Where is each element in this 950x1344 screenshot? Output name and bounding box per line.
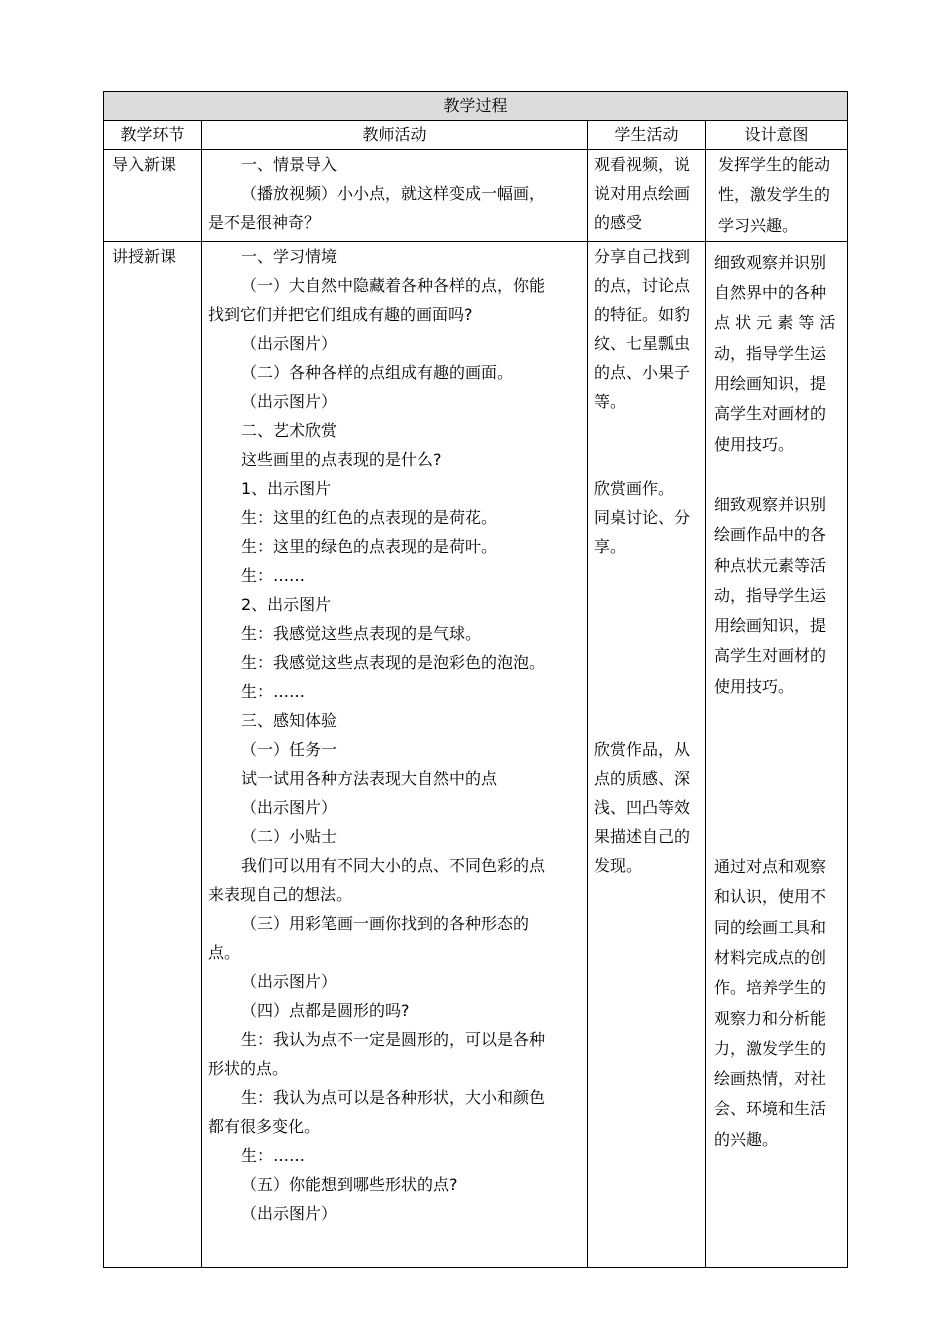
teacher-line: 生：…… [241, 565, 306, 585]
design-line: 绘画作品中的各 [714, 525, 827, 545]
header-stage: 教学环节 [104, 121, 202, 150]
student-spacer [594, 416, 699, 445]
design-line: 高学生对画材的 [714, 646, 827, 666]
teacher-line: 二、艺术欣赏 [241, 420, 338, 440]
stage-intro: 导入新课 [104, 150, 202, 242]
header-student: 学生活动 [588, 121, 706, 150]
design-line: 作。培养学生的 [714, 978, 827, 998]
design-line: 通过对点和观察 [714, 857, 827, 877]
teacher-line: 生：这里的红色的点表现的是荷花。 [241, 507, 498, 527]
teaching-process-table [103, 91, 848, 1268]
teacher-line: 1、出示图片 [241, 478, 332, 498]
teacher-line: 我们可以用有不同大小的点、不同色彩的点 [241, 855, 546, 875]
teacher-line: 三、感知体验 [241, 710, 338, 730]
design-line: 使用技巧。 [714, 434, 795, 454]
teacher-line: 生：我认为点可以是各种形状，大小和颜色 [241, 1087, 546, 1107]
student-spacer [594, 590, 699, 619]
teacher-line: （出示图片） [241, 391, 338, 411]
teacher-line: （出示图片） [241, 1203, 338, 1223]
design-line: 用绘画知识，提 [714, 374, 827, 394]
teacher-line: （一）任务一 [241, 739, 338, 759]
teacher-line: 找到它们并把它们组成有趣的画面吗? [208, 304, 473, 324]
design-line: 自然界中的各种 [714, 283, 827, 303]
student-line: 的特征。如豹 [594, 304, 691, 324]
student-spacer [594, 561, 699, 590]
design-line: 性，激发学生的 [718, 185, 831, 205]
row-intro [104, 150, 848, 242]
design-line: 的兴趣。 [714, 1129, 779, 1149]
teacher-line: （五）你能想到哪些形状的点? [241, 1174, 458, 1194]
teacher-line: 一、学习情境 [241, 246, 338, 266]
design-line: 动，指导学生运 [714, 343, 827, 363]
design-line: 学习兴趣。 [718, 215, 799, 235]
student-line: 同桌讨论、分 [594, 507, 691, 527]
design-line: 材料完成点的创 [714, 947, 827, 967]
teacher-line: 一、情景导入 [241, 155, 338, 174]
teacher-line: （三）用彩笔画一画你找到的各种形态的 [241, 913, 530, 933]
design-line: 用绘画知识，提 [714, 616, 827, 636]
student-spacer [594, 619, 699, 648]
student-spacer [594, 648, 699, 677]
student-line: 欣赏作品，从 [594, 739, 691, 759]
teacher-line: 生：我感觉这些点表现的是泡彩色的泡泡。 [241, 652, 546, 672]
design-line: 细致观察并识别 [714, 494, 827, 514]
teacher-line: （出示图片） [241, 797, 338, 817]
design-line: 点 状 元 素 等 活 [714, 313, 836, 333]
student-spacer [594, 445, 699, 474]
design-line: 同的绘画工具和 [714, 917, 827, 937]
design-line: 种点状元素等活 [714, 555, 827, 575]
student-line: 的点，讨论点 [594, 275, 691, 295]
student-line: 的感受 [594, 213, 643, 232]
teacher-line: （二）小贴士 [241, 826, 338, 846]
teacher-line: （播放视频）小小点，就这样变成一幅画， [241, 184, 546, 203]
student-line: 等。 [594, 391, 627, 411]
teacher-line: （出示图片） [241, 333, 338, 353]
header-row [104, 121, 848, 150]
table-title: 教学过程 [104, 92, 848, 121]
teacher-line: 都有很多变化。 [208, 1116, 321, 1136]
teacher-line: 来表现自己的想法。 [208, 884, 353, 904]
design-line: 会、环境和生活 [714, 1099, 827, 1119]
student-line: 分享自己找到 [594, 246, 691, 266]
student-line: 纹、七星瓢虫 [594, 333, 691, 353]
design-line: 发挥学生的能动 [718, 155, 831, 174]
student-line: 浅、凹凸等效 [594, 797, 691, 817]
teacher-line: 生：…… [241, 1145, 306, 1165]
student-intro [588, 150, 706, 242]
student-line: 点的质感、深 [594, 768, 691, 788]
design-intro [706, 150, 848, 242]
stage-teaching: 讲授新课 [104, 241, 202, 1267]
teacher-line: （一）大自然中隐藏着各种各样的点，你能 [241, 275, 546, 295]
teacher-line: （二）各种各样的点组成有趣的画面。 [241, 362, 514, 382]
student-teaching [588, 241, 706, 1267]
design-teaching [706, 241, 848, 1267]
teacher-line: 生：这里的绿色的点表现的是荷叶。 [241, 536, 498, 556]
header-design: 设计意图 [706, 121, 848, 150]
teacher-line: 形状的点。 [208, 1058, 289, 1078]
title-row [104, 92, 848, 121]
teacher-intro [202, 150, 588, 242]
design-line: 使用技巧。 [714, 676, 795, 696]
design-spacer [714, 460, 841, 490]
student-line: 果描述自己的 [594, 826, 691, 846]
student-line: 说对用点绘画 [594, 184, 691, 203]
design-line: 和认识，使用不 [714, 887, 827, 907]
student-spacer [594, 677, 699, 706]
teacher-line: （四）点都是圆形的吗? [241, 1000, 410, 1020]
student-line: 观看视频，说 [594, 155, 691, 174]
teacher-line: 2、出示图片 [241, 594, 332, 614]
teacher-line: 点。 [208, 942, 241, 962]
design-line: 高学生对画材的 [714, 404, 827, 424]
teacher-line: 试一试用各种方法表现大自然中的点 [241, 768, 498, 788]
teacher-line: 这些画里的点表现的是什么? [241, 449, 442, 469]
teacher-line: 生：我认为点不一定是圆形的，可以是各种 [241, 1029, 546, 1049]
design-spacer [714, 702, 841, 852]
teacher-line: 生：…… [241, 681, 306, 701]
teacher-teaching [202, 241, 588, 1267]
design-line: 观察力和分析能 [714, 1008, 827, 1028]
header-teacher: 教师活动 [202, 121, 588, 150]
student-spacer [594, 706, 699, 735]
design-line: 细致观察并识别 [714, 252, 827, 272]
student-line: 欣赏画作。 [594, 478, 675, 498]
row-teaching [104, 241, 848, 1267]
teacher-line: 是不是很神奇？ [208, 213, 321, 232]
teacher-line: （出示图片） [241, 971, 338, 991]
design-line: 绘画热情，对社 [714, 1069, 827, 1089]
student-line: 发现。 [594, 855, 643, 875]
student-line: 的点、小果子 [594, 362, 691, 382]
student-line: 享。 [594, 536, 627, 556]
design-line: 力，激发学生的 [714, 1038, 827, 1058]
teacher-line: 生：我感觉这些点表现的是气球。 [241, 623, 482, 643]
design-line: 动，指导学生运 [714, 585, 827, 605]
